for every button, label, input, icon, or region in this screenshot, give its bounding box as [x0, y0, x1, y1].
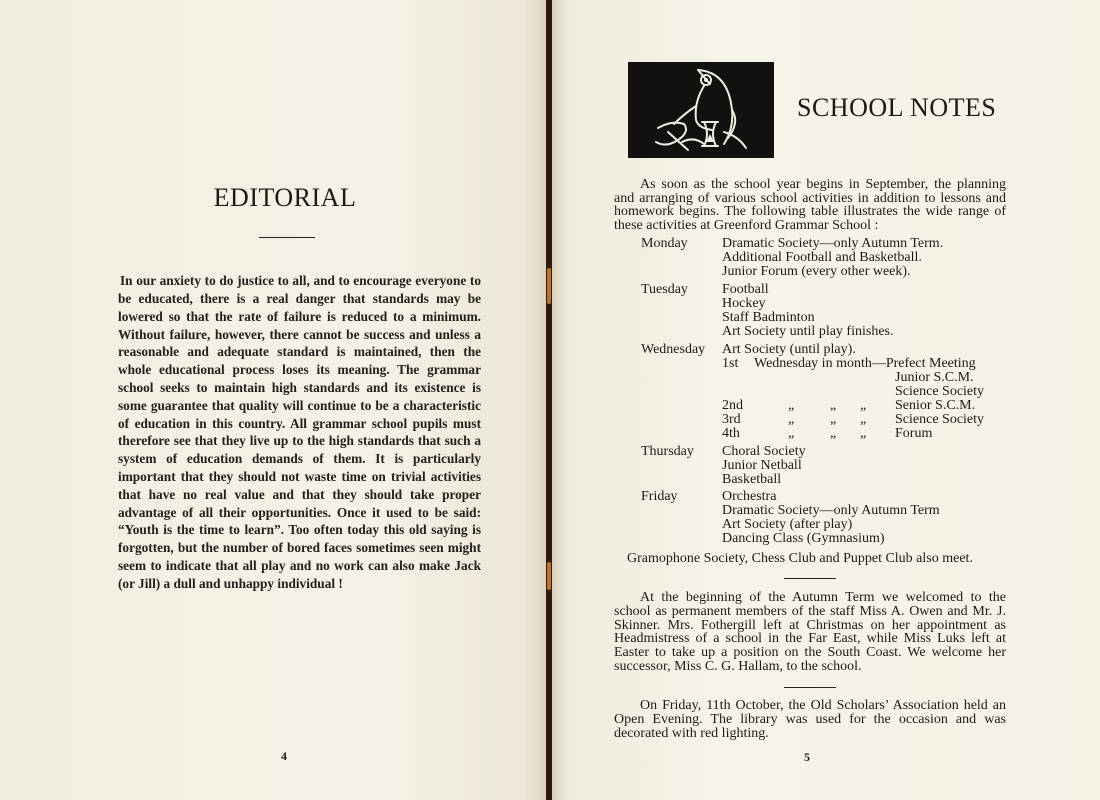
activity: Art Society (until play). — [722, 342, 856, 357]
day-wednesday: Wednesday — [641, 342, 706, 357]
page-number-right: 5 — [804, 750, 810, 764]
activity: Choral Society — [722, 444, 806, 459]
father-time-icon — [628, 62, 774, 158]
father-time-emblem — [628, 62, 774, 158]
activity: Dancing Class (Gymnasium) — [722, 531, 885, 546]
ditto-mark: „ — [830, 398, 837, 413]
editorial-title: EDITORIAL — [213, 183, 357, 212]
book-spine — [546, 0, 552, 800]
week-ordinal: 3rd — [722, 412, 741, 427]
activity: Art Society until play finishes. — [722, 324, 894, 339]
activity: Dramatic Society—only Autumn Term. — [722, 236, 944, 251]
section-rule — [784, 687, 836, 688]
ditto-mark: „ — [830, 426, 837, 441]
activity: Science Society — [895, 412, 985, 427]
activity: Additional Football and Basketball. — [722, 250, 922, 265]
week-ordinal: 1st — [722, 356, 739, 371]
school-notes-title: SCHOOL NOTES — [797, 93, 997, 122]
day-tuesday: Tuesday — [641, 282, 688, 297]
ditto-mark: „ — [788, 412, 795, 427]
activity: Hockey — [722, 296, 766, 311]
ditto-mark: „ — [788, 426, 795, 441]
activity: Football — [722, 282, 769, 297]
activity: Junior Netball — [722, 458, 802, 473]
ditto-mark: „ — [860, 398, 867, 413]
ditto-mark: „ — [860, 412, 867, 427]
activity: Basketball — [722, 472, 782, 487]
binding-thread — [547, 562, 551, 590]
ditto-mark: „ — [860, 426, 867, 441]
activity: Senior S.C.M. — [895, 398, 976, 413]
title-rule — [259, 237, 315, 238]
intro-paragraph: As soon as the school year begins in September, the planning and arranging of various school activities in addition to lessons and homework begins. The following table illustrates the wide range of these activities at Greenford Grammar School : — [614, 177, 1006, 233]
ditto-mark: „ — [788, 398, 795, 413]
activity: Junior Forum (every other week). — [722, 264, 911, 279]
activity: Wednesday in month—Prefect Meeting — [754, 356, 976, 371]
activity: Forum — [895, 426, 933, 441]
binding-thread — [547, 268, 551, 304]
day-friday: Friday — [641, 489, 678, 504]
day-thursday: Thursday — [641, 444, 694, 459]
activity: Art Society (after play) — [722, 517, 853, 532]
activity: Dramatic Society—only Autumn Term — [722, 503, 940, 518]
activity: Staff Badminton — [722, 310, 815, 325]
editorial-body: In our anxiety to do justice to all, and to encourage everyone to be educated, there is a real danger that standards may be lowered so that the rate of failure is reduced to a minimum. Without failure, however, there cannot be success and unless a reasonable and adequate standard is maintained, then the whole educational process loses its meaning. The grammar school seeks to maintain high standards and its existence is some guarantee that quality will continue to be a characteristic of education in this country. All grammar school pupils must therefore see that they live up to the high standards that such a system of education demands of them. It is particularly important that they should not waste time on trivial activities that have no real value and that they should take proper advantage of all their opportunities. Once it used to be said: “Youth is the time to learn”. Too often today this old saying is forgotten, but the number of bored faces sometimes seen might seem to indicate that all play and no work can also make Jack (or Jill) a dull and unhappy individual ! — [118, 273, 481, 591]
page-number-left: 4 — [281, 749, 287, 763]
staff-paragraph: At the beginning of the Autumn Term we welcomed to the school as permanent members of the staff Miss A. Owen and Mr. J. Skinner. Mrs. Fothergill left at Christmas on her appointment as Headmistress of a school in the Far East, while Miss Luks left at Easter to take up a position on the South Coast. We welcome her successor, Miss C. G. Hallam, to the school. — [614, 590, 1006, 674]
week-ordinal: 2nd — [722, 398, 743, 413]
activity: Science Society — [895, 384, 985, 399]
week-ordinal: 4th — [722, 426, 740, 441]
ditto-mark: „ — [830, 412, 837, 427]
section-rule — [784, 578, 836, 579]
old-scholars-paragraph: On Friday, 11th October, the Old Scholars’ Association held an Open Evening. The library was used for the occasion and was decorated with red lighting. — [614, 698, 1006, 741]
day-monday: Monday — [641, 236, 688, 251]
activity: Junior S.C.M. — [895, 370, 974, 385]
activity: Orchestra — [722, 489, 777, 504]
clubs-summary: Gramophone Society, Chess Club and Puppet Club also meet. — [627, 551, 973, 566]
